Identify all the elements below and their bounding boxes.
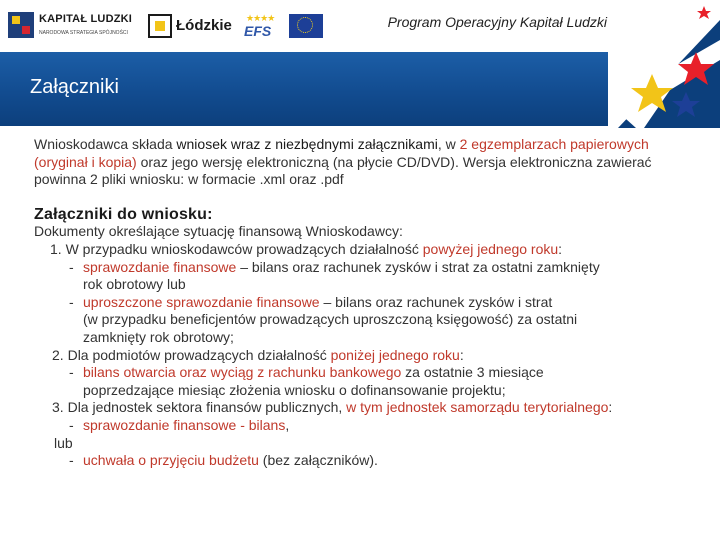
- program-title: Program Operacyjny Kapitał Ludzki: [387, 14, 607, 30]
- intro-text-e: oraz jego wersję elektroniczną (na płycie CD/DVD). Wersja elektroniczna zawierać powinna 2 pliki wniosku: w formacie .xml oraz .pdf: [34, 153, 652, 188]
- intro-text-d: 2 egzemplarzach papierowych (oryginał i kopia): [34, 136, 649, 170]
- eu-flag-icon: [289, 14, 323, 38]
- kapital-ludzki-subtitle: NARODOWA STRATEGIA SPÓJNOŚCI: [39, 30, 128, 36]
- intro-paragraph: [34, 136, 704, 189]
- kapital-ludzki-logo: [8, 10, 136, 42]
- or-separator: lub: [54, 434, 73, 451]
- lodzkie-logo: [148, 14, 230, 40]
- list-item-1-sub-1-text-a: sprawozdanie finansowe: [83, 258, 237, 275]
- lodzkie-icon: [148, 14, 172, 38]
- list-item-3-text-a: Dla jednostek sektora finansów publicznych,: [63, 399, 347, 416]
- stars-logo-icon: [608, 0, 720, 128]
- dash-bullet: -: [69, 416, 74, 433]
- list-item-1-sub-1-text-b: – bilans oraz rachunek zysków i strat za ostatni zamknięty: [236, 258, 600, 275]
- list-item-3-sub-2-text-b: (bez załączników).: [258, 452, 378, 469]
- list-item-3: [34, 399, 704, 417]
- list-item-1-sub-1-cont: rok obrotowy lub: [83, 276, 186, 293]
- kapital-ludzki-title: KAPITAŁ LUDZKI: [39, 13, 133, 25]
- list-item-2-sub-1-cont: poprzedzające miesiąc złożenia wniosku o dofinansowanie projektu;: [83, 381, 506, 398]
- dash-bullet: -: [69, 258, 74, 275]
- header-logos: [0, 0, 330, 52]
- list-item-3-sub-1-text-b: ,: [285, 416, 290, 433]
- intro-text-a: Wnioskodawca składa: [34, 136, 177, 152]
- eu-stars-ring: [297, 17, 313, 33]
- list-item-2-text-a: Dla podmiotów prowadzących działalność: [63, 346, 331, 363]
- efs-logo: [242, 13, 282, 41]
- list-item-2-sub-1-text-b: za ostatnie 3 miesiące: [401, 364, 544, 381]
- list-item-3-sub-1-text-a: sprawozdanie finansowe - bilans: [83, 416, 286, 433]
- list-item-3-sub-1: [34, 417, 704, 435]
- section-heading: Załączniki do wniosku:: [34, 205, 213, 223]
- efs-text: EFS: [244, 23, 272, 39]
- page-title: Załączniki: [30, 76, 119, 98]
- intro-text-c: , w: [437, 136, 460, 152]
- list-item-3-text-b: w tym jednostek samorządu terytorialnego: [346, 399, 609, 416]
- list-item-1-sub-2: [34, 294, 704, 312]
- kapital-ludzki-icon: [8, 12, 34, 38]
- section-intro-line: Dokumenty określające sytuację finansową Wnioskodawcy:: [34, 223, 403, 240]
- list-item-1-sub-1: [34, 259, 704, 277]
- list-item-2-text-c: :: [459, 346, 464, 363]
- list-item-2-sub-1: [34, 364, 704, 382]
- attachments-content: [34, 136, 704, 470]
- intro-text-b: wniosek wraz z niezbędnymi załącznikami: [176, 136, 438, 152]
- list-item-2-number: 2.: [52, 346, 64, 363]
- list-item-1-sub-2-text-a: uproszczone sprawozdanie finansowe: [83, 293, 320, 310]
- list-item-1-sub-2-text-b: – bilans oraz rachunek zysków i strat: [319, 293, 553, 310]
- list-item-1-text-c: :: [558, 240, 563, 257]
- list-item-3-text-c: :: [608, 399, 613, 416]
- dash-bullet: -: [69, 452, 74, 469]
- list-item-1: [34, 241, 704, 259]
- dash-bullet: -: [69, 293, 74, 310]
- list-item-3-sub-2: [34, 452, 704, 470]
- list-item-2-text-b: poniżej jednego roku: [330, 346, 460, 363]
- list-item-1-text-b: powyżej jednego roku: [422, 240, 559, 257]
- list-item-1-sub-2-cont-2: zamknięty rok obrotowy;: [83, 328, 234, 345]
- list-item-2-sub-1-text-a: bilans otwarcia oraz wyciąg z rachunku bankowego: [83, 364, 402, 381]
- list-item-3-sub-2-text-a: uchwała o przyjęciu budżetu: [83, 452, 259, 469]
- list-item-1-text-a: W przypadku wnioskodawców prowadzących działalność: [61, 240, 423, 257]
- dash-bullet: -: [69, 364, 74, 381]
- list-item-1-number: 1.: [50, 240, 62, 257]
- list-item-2: [34, 347, 704, 365]
- efs-stars-icon: ★★★★: [246, 13, 275, 23]
- list-item-1-sub-2-cont-1: (w przypadku beneficjentów prowadzących uproszczoną księgowość) za ostatni: [83, 311, 578, 328]
- list-item-3-number: 3.: [52, 399, 64, 416]
- lodzkie-text: Łódzkie: [176, 17, 232, 34]
